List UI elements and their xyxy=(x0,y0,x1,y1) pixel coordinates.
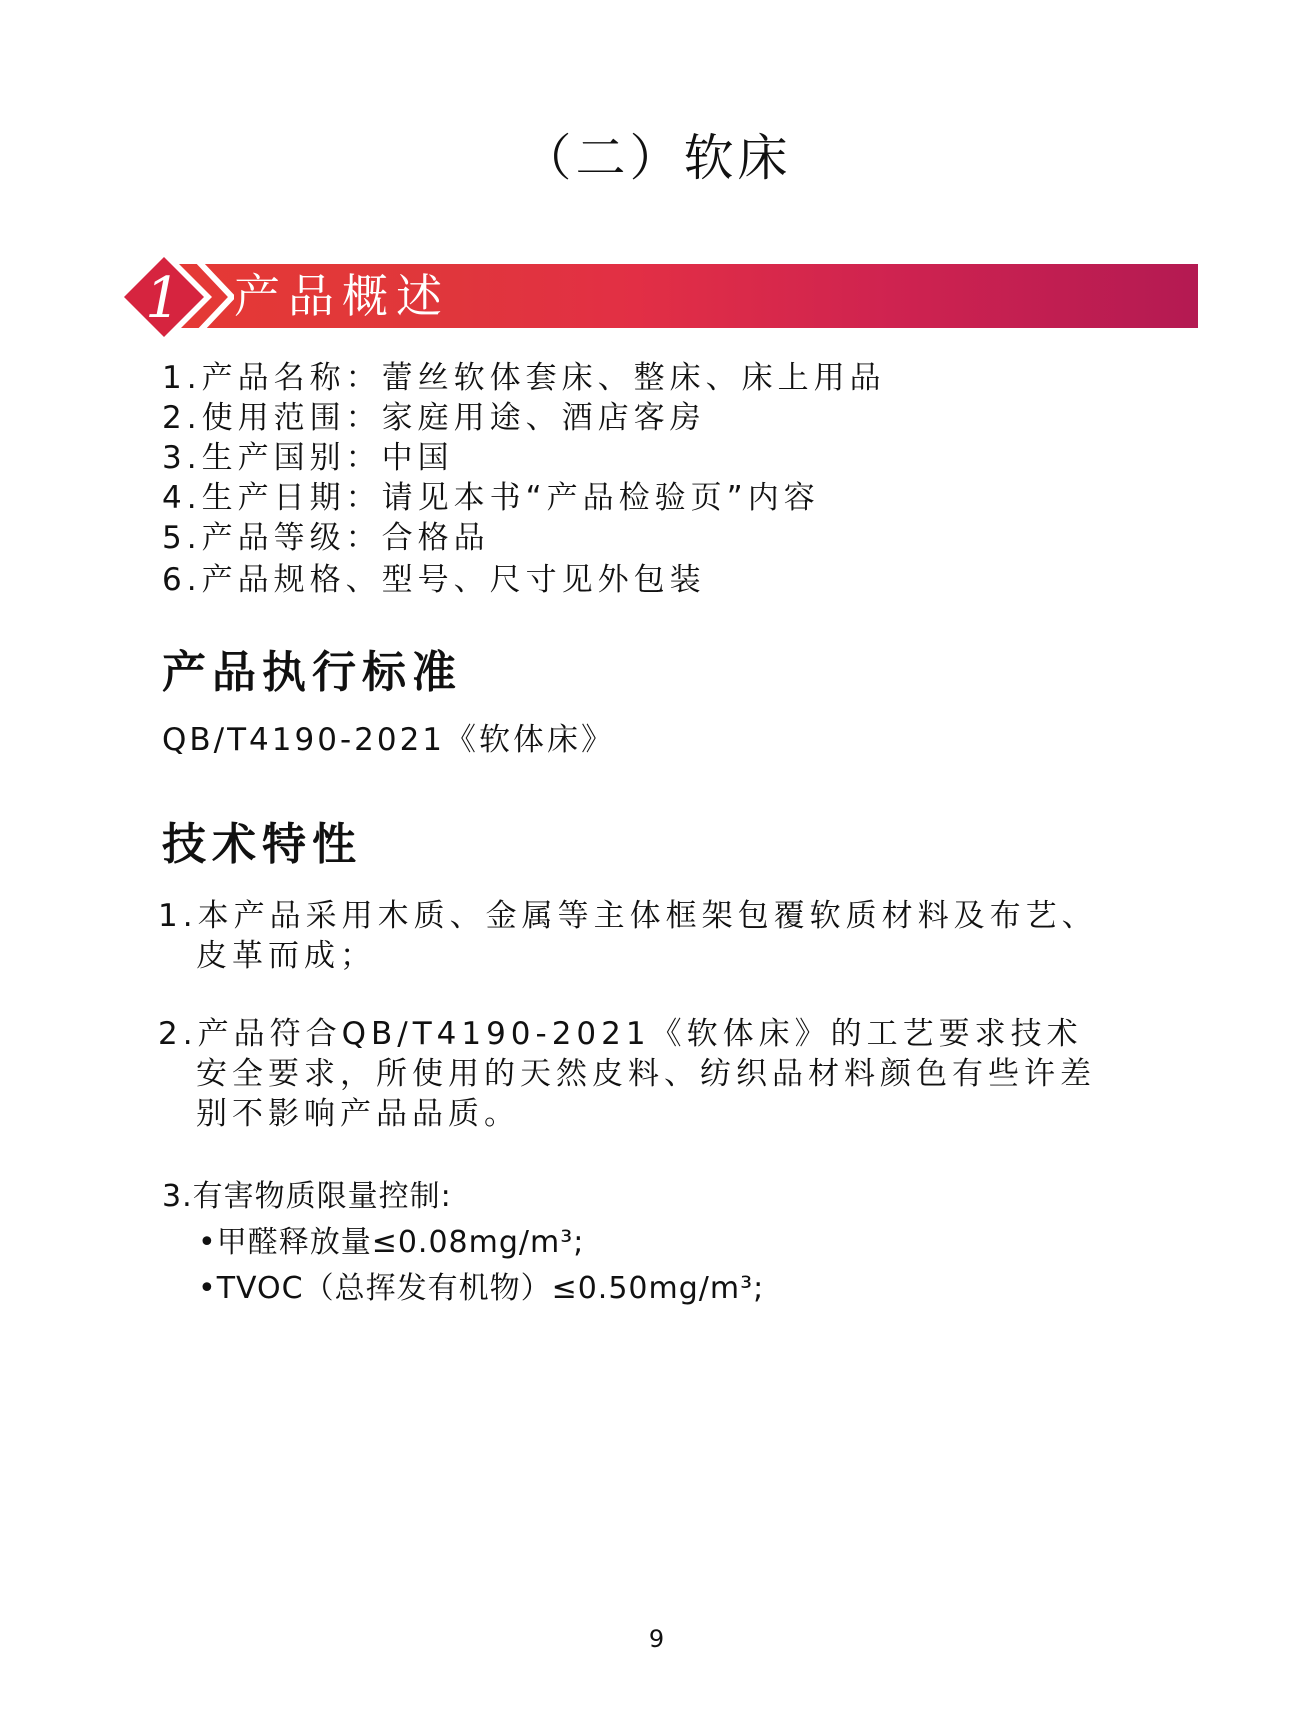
section-title: 产品概述 xyxy=(234,269,450,323)
list-item: 3.生产国别：中国 xyxy=(162,440,454,476)
tech-item-line: 1.本产品采用木质、金属等主体框架包覆软质材料及布艺、 xyxy=(158,898,1098,934)
tech-item-line: 2.产品符合QB/T4190-2021《软体床》的工艺要求技术 xyxy=(158,1016,1083,1052)
tech-item-line: 别不影响产品品质。 xyxy=(196,1096,520,1132)
tech-item-2 xyxy=(158,1014,1096,1134)
list-item: 5.产品等级：合格品 xyxy=(162,520,490,556)
list-item: 6.产品规格、型号、尺寸见外包装 xyxy=(162,562,706,598)
list-item: 1.产品名称：蕾丝软体套床、整床、床上用品 xyxy=(162,360,886,396)
hazard-heading: 3.有害物质限量控制: xyxy=(162,1179,452,1214)
list-item: 2.使用范围：家庭用途、酒店客房 xyxy=(162,400,706,436)
hazard-item-tvoc: •TVOC（总挥发有机物）≤0.50mg/m³; xyxy=(198,1271,765,1306)
overview-list xyxy=(162,358,886,600)
page-number: 9 xyxy=(648,1625,665,1653)
section-number: 1 xyxy=(145,266,181,331)
tech-heading: 技术特性 xyxy=(162,819,362,870)
standard-text: QB/T4190-2021《软体床》 xyxy=(162,722,616,758)
tech-item-1 xyxy=(158,896,1098,976)
page-title: （二）软床 xyxy=(521,129,792,187)
tech-item-line: 皮革而成； xyxy=(196,938,376,974)
standard-heading: 产品执行标准 xyxy=(162,647,462,698)
hazard-item-formaldehyde: •甲醛释放量≤0.08mg/m³; xyxy=(198,1225,585,1260)
section-number-badge xyxy=(114,247,234,347)
section-banner xyxy=(114,247,1198,347)
tech-item-line: 安全要求，所使用的天然皮料、纺织品材料颜色有些许差 xyxy=(196,1056,1096,1092)
hazard-limits xyxy=(162,1174,764,1312)
list-item: 4.生产日期：请见本书“产品检验页”内容 xyxy=(162,480,820,516)
